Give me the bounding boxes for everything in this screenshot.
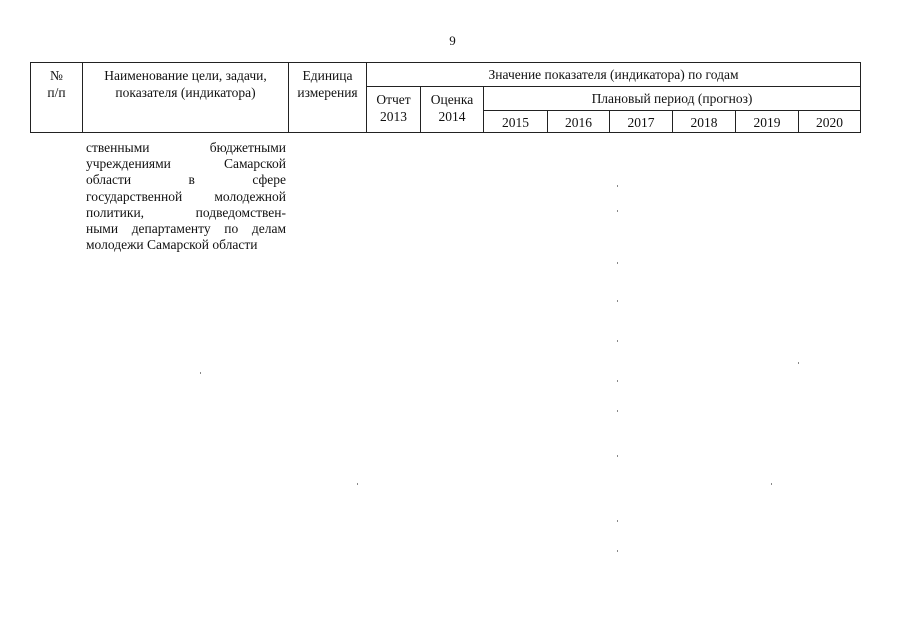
header-col-unit-line-2: измерения [297,85,358,100]
header-year-2017 [609,110,673,133]
scan-speck [617,520,618,522]
header-year-2017-label: 2017 [627,115,655,130]
scan-speck [617,550,618,552]
scan-speck [617,380,618,382]
scan-speck [771,483,772,485]
scan-speck [617,455,618,457]
header-values-group-label: Значение показателя (индикатора) по годам [488,67,739,82]
header-col-unit [288,62,367,133]
header-col-name-line-2: показателя (индикатора) [115,85,256,100]
header-planned-group-label: Плановый период (прогноз) [591,91,753,106]
header-year-2018 [672,110,736,133]
header-values-group [366,62,861,87]
scan-speck [617,340,618,342]
body-line: молодежи Самарской области [86,237,258,253]
header-estimate-line-1: Оценка [430,92,474,107]
body-line: области в сфере [86,172,286,188]
header-col-name-line-1: Наименование цели, задачи, [104,68,267,83]
body-line: учреждениями Самарской [86,156,286,172]
header-report-line-1: Отчет [376,92,411,107]
body-line: ными департаменту по делам [86,220,286,236]
header-year-2020-label: 2020 [816,115,843,130]
page-number: 9 [449,33,456,48]
header-col-number-line-1: № [50,68,63,83]
header-col-unit-line-1: Единица [302,68,353,83]
scan-speck [617,262,618,264]
header-report-2013 [366,86,421,133]
row-name-continuation [86,140,286,253]
header-year-2015 [483,110,548,133]
header-col-name [82,62,289,133]
scan-speck [617,185,618,187]
header-planned-group [483,86,861,111]
header-col-number [30,62,83,133]
scan-speck [617,300,618,302]
header-year-2016 [547,110,610,133]
header-report-line-2: 2013 [380,109,407,124]
scan-speck [617,210,618,212]
header-year-2020 [798,110,861,133]
header-year-2016-label: 2016 [565,115,592,130]
header-estimate-line-2: 2014 [438,109,466,124]
scan-speck [617,410,618,412]
scan-speck [798,362,799,364]
scan-speck [357,483,358,485]
header-year-2015-label: 2015 [502,115,529,130]
header-estimate-2014 [420,86,484,133]
body-line: государственной молодежной [86,188,286,204]
header-year-2019 [735,110,799,133]
body-line: ственными бюджетными [86,140,286,155]
header-year-2018-label: 2018 [690,115,718,130]
header-col-number-line-2: п/п [47,85,66,100]
body-line: политики, подведомствен- [86,204,286,220]
scan-speck [200,372,201,374]
header-year-2019-label: 2019 [753,115,781,130]
